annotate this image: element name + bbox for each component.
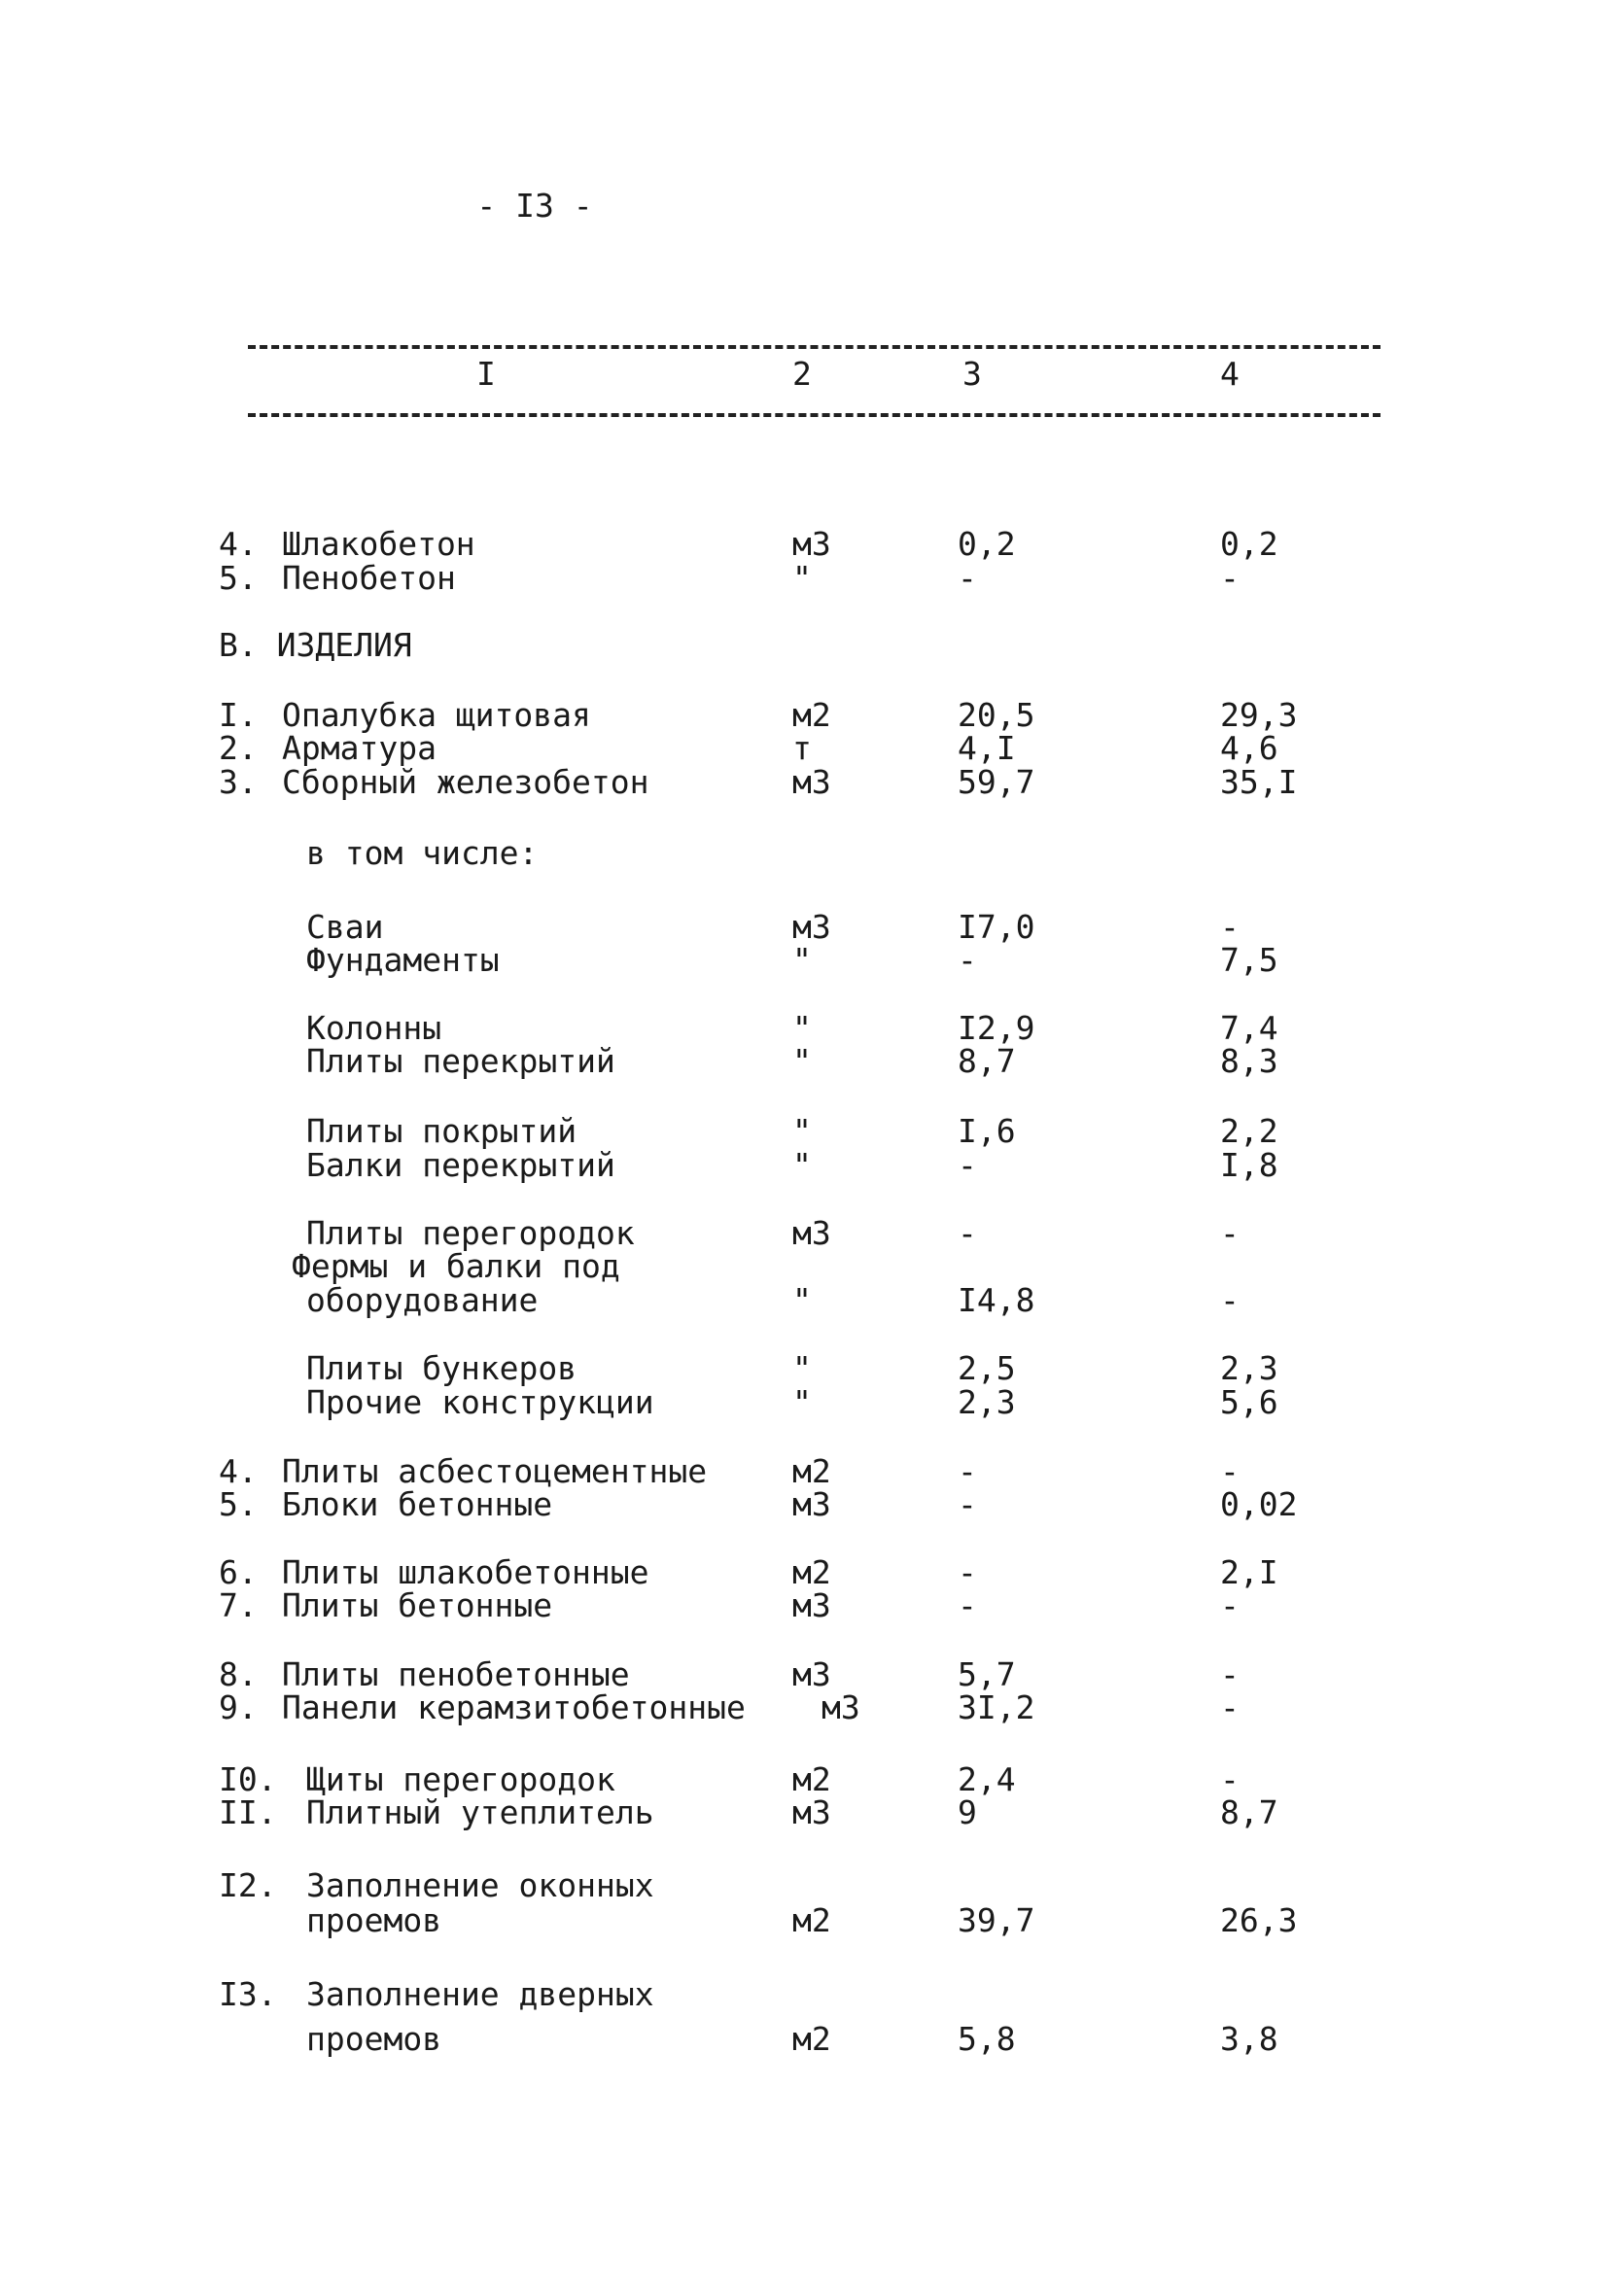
row-name: Щиты перегородок — [306, 1760, 615, 1798]
row-number: 7. — [219, 1586, 258, 1624]
row-unit: м2 — [792, 696, 831, 734]
row-name: Сборный железобетон — [282, 763, 649, 801]
row-value-3: - — [958, 1553, 977, 1591]
row-number: 4. — [219, 525, 258, 563]
table-row — [0, 765, 1608, 800]
column-header-4: 4 — [1220, 355, 1240, 393]
table-row — [0, 1216, 1608, 1251]
row-number: II. — [219, 1793, 277, 1831]
header-rule-top — [248, 345, 1381, 349]
row-name: Плиты шлакобетонные — [282, 1553, 649, 1591]
row-number: 8. — [219, 1655, 258, 1693]
row-unit: м2 — [792, 1760, 831, 1798]
row-name: Фермы и балки под — [292, 1247, 620, 1285]
row-unit: м2 — [792, 1553, 831, 1591]
row-unit: " — [792, 1281, 812, 1319]
row-name-continued: проемов — [306, 1901, 442, 1939]
row-number: 5. — [219, 1485, 258, 1523]
row-value-4: - — [1220, 1586, 1240, 1624]
row-unit: " — [792, 1009, 812, 1047]
table-row — [0, 1762, 1608, 1797]
row-value-3: - — [958, 1485, 977, 1523]
row-name: Балки перекрытий — [306, 1146, 615, 1184]
row-unit: " — [792, 941, 812, 979]
row-unit: м3 — [792, 1793, 831, 1831]
row-value-3: I2,9 — [958, 1009, 1035, 1047]
table-row — [0, 1868, 1608, 1903]
header-rule-bottom — [248, 413, 1381, 417]
row-value-3: 59,7 — [958, 763, 1035, 801]
row-unit: м3 — [792, 1485, 831, 1523]
row-number: 2. — [219, 729, 258, 767]
row-name: Пенобетон — [282, 559, 456, 597]
row-value-4: - — [1220, 1214, 1240, 1252]
row-value-3: 9 — [958, 1793, 977, 1831]
row-unit: м2 — [792, 1452, 831, 1490]
row-name: Плиты бункеров — [306, 1349, 577, 1387]
row-unit: м3 — [821, 1688, 860, 1726]
row-value-4: 7,4 — [1220, 1009, 1278, 1047]
table-row — [0, 1011, 1608, 1046]
table-row — [0, 2022, 1608, 2057]
row-value-4: 5,6 — [1220, 1383, 1278, 1421]
table-row — [0, 698, 1608, 733]
row-value-4: 0,02 — [1220, 1485, 1298, 1523]
column-header-1: I — [476, 355, 496, 393]
row-value-3: 20,5 — [958, 696, 1035, 734]
row-value-3: 5,7 — [958, 1655, 1016, 1693]
row-value-3: 2,4 — [958, 1760, 1016, 1798]
table-row — [0, 527, 1608, 562]
row-value-3: - — [958, 941, 977, 979]
row-value-4: 35,I — [1220, 763, 1298, 801]
row-value-4: - — [1220, 1760, 1240, 1798]
row-value-3: - — [958, 1146, 977, 1184]
row-name: Панели керамзитобетонные — [282, 1688, 746, 1726]
table-row — [0, 1114, 1608, 1149]
row-unit: м2 — [792, 2020, 831, 2058]
row-value-4: - — [1220, 908, 1240, 946]
row-name: Прочие конструкции — [306, 1383, 654, 1421]
row-name: Плитный утеплитель — [306, 1793, 654, 1831]
table-row — [0, 1283, 1608, 1318]
row-number: 5. — [219, 559, 258, 597]
table-row — [0, 1351, 1608, 1386]
row-name: Арматура — [282, 729, 437, 767]
row-value-3: 0,2 — [958, 525, 1016, 563]
table-row — [0, 943, 1608, 978]
row-unit: " — [792, 1042, 812, 1080]
row-value-3: 3I,2 — [958, 1688, 1035, 1726]
table-row — [0, 1588, 1608, 1623]
row-unit: " — [792, 1112, 812, 1150]
table-row — [0, 561, 1608, 596]
row-unit: м3 — [792, 525, 831, 563]
table-row — [0, 1977, 1608, 2012]
row-name: Плиты покрытий — [306, 1112, 577, 1150]
row-unit: м3 — [792, 763, 831, 801]
row-value-3: 2,5 — [958, 1349, 1016, 1387]
row-name: Фундаменты — [306, 941, 500, 979]
row-number: I3. — [219, 1975, 277, 2013]
row-value-4: 7,5 — [1220, 941, 1278, 979]
row-name: Плиты пенобетонные — [282, 1655, 630, 1693]
row-value-3: I7,0 — [958, 908, 1035, 946]
section-title: В. ИЗДЕЛИЯ — [219, 626, 412, 664]
row-name: Шлакобетон — [282, 525, 475, 563]
row-unit: " — [792, 1349, 812, 1387]
row-value-4: 3,8 — [1220, 2020, 1278, 2058]
column-header-2: 2 — [792, 355, 812, 393]
row-value-4: 2,I — [1220, 1553, 1278, 1591]
row-unit: м3 — [792, 1655, 831, 1693]
row-value-3: - — [958, 1214, 977, 1252]
row-value-3: 39,7 — [958, 1901, 1035, 1939]
row-value-3: 8,7 — [958, 1042, 1016, 1080]
table-row — [0, 1249, 1608, 1284]
row-value-3: 5,8 — [958, 2020, 1016, 2058]
table-row — [0, 1385, 1608, 1420]
table-row — [0, 1487, 1608, 1522]
row-value-3: I,6 — [958, 1112, 1016, 1150]
row-unit: м3 — [792, 1214, 831, 1252]
row-number: 9. — [219, 1688, 258, 1726]
row-name: Сваи — [306, 908, 384, 946]
row-name: Заполнение дверных — [306, 1975, 654, 2013]
table-row — [0, 1903, 1608, 1938]
subheading: в том числе: — [306, 834, 539, 872]
row-name: Блоки бетонные — [282, 1485, 553, 1523]
row-value-4: - — [1220, 1452, 1240, 1490]
column-header-3: 3 — [962, 355, 982, 393]
row-number: 6. — [219, 1553, 258, 1591]
row-unit: т — [792, 729, 812, 767]
row-unit: " — [792, 1146, 812, 1184]
table-row — [0, 731, 1608, 766]
row-value-3: - — [958, 1586, 977, 1624]
table-row — [0, 1795, 1608, 1830]
row-number: I2. — [219, 1866, 277, 1904]
row-value-4: - — [1220, 1655, 1240, 1693]
page-number: - I3 - — [476, 187, 593, 225]
row-value-4: 4,6 — [1220, 729, 1278, 767]
row-name: Плиты бетонные — [282, 1586, 553, 1624]
row-name: Плиты асбестоцементные — [282, 1452, 708, 1490]
row-name: Плиты перегородок — [306, 1214, 635, 1252]
row-name-continued: проемов — [306, 2020, 442, 2058]
row-value-3: 4,I — [958, 729, 1016, 767]
row-name: оборудование — [306, 1281, 539, 1319]
row-value-3: - — [958, 559, 977, 597]
row-number: 4. — [219, 1452, 258, 1490]
table-row — [0, 1044, 1608, 1079]
row-value-4: 2,3 — [1220, 1349, 1278, 1387]
row-value-4: 8,7 — [1220, 1793, 1278, 1831]
table-row — [0, 1690, 1608, 1725]
row-number: 3. — [219, 763, 258, 801]
row-number: I0. — [219, 1760, 277, 1798]
row-number: I. — [219, 696, 258, 734]
row-value-4: 2,2 — [1220, 1112, 1278, 1150]
row-name: Заполнение оконных — [306, 1866, 654, 1904]
row-value-4: - — [1220, 1688, 1240, 1726]
row-unit: " — [792, 1383, 812, 1421]
row-unit: " — [792, 559, 812, 597]
table-row — [0, 910, 1608, 945]
row-name: Плиты перекрытий — [306, 1042, 615, 1080]
row-value-4: - — [1220, 1281, 1240, 1319]
row-value-4: I,8 — [1220, 1146, 1278, 1184]
row-name: Опалубка щитовая — [282, 696, 591, 734]
row-unit: м3 — [792, 908, 831, 946]
row-value-4: 26,3 — [1220, 1901, 1298, 1939]
row-value-4: 0,2 — [1220, 525, 1278, 563]
row-value-4: - — [1220, 559, 1240, 597]
row-value-4: 29,3 — [1220, 696, 1298, 734]
row-value-3: - — [958, 1452, 977, 1490]
row-unit: м2 — [792, 1901, 831, 1939]
row-value-4: 8,3 — [1220, 1042, 1278, 1080]
table-row — [0, 1657, 1608, 1692]
row-name: Колонны — [306, 1009, 442, 1047]
row-unit: м3 — [792, 1586, 831, 1624]
row-value-3: I4,8 — [958, 1281, 1035, 1319]
table-row — [0, 1454, 1608, 1489]
table-row — [0, 1555, 1608, 1590]
row-value-3: 2,3 — [958, 1383, 1016, 1421]
table-row — [0, 1148, 1608, 1183]
